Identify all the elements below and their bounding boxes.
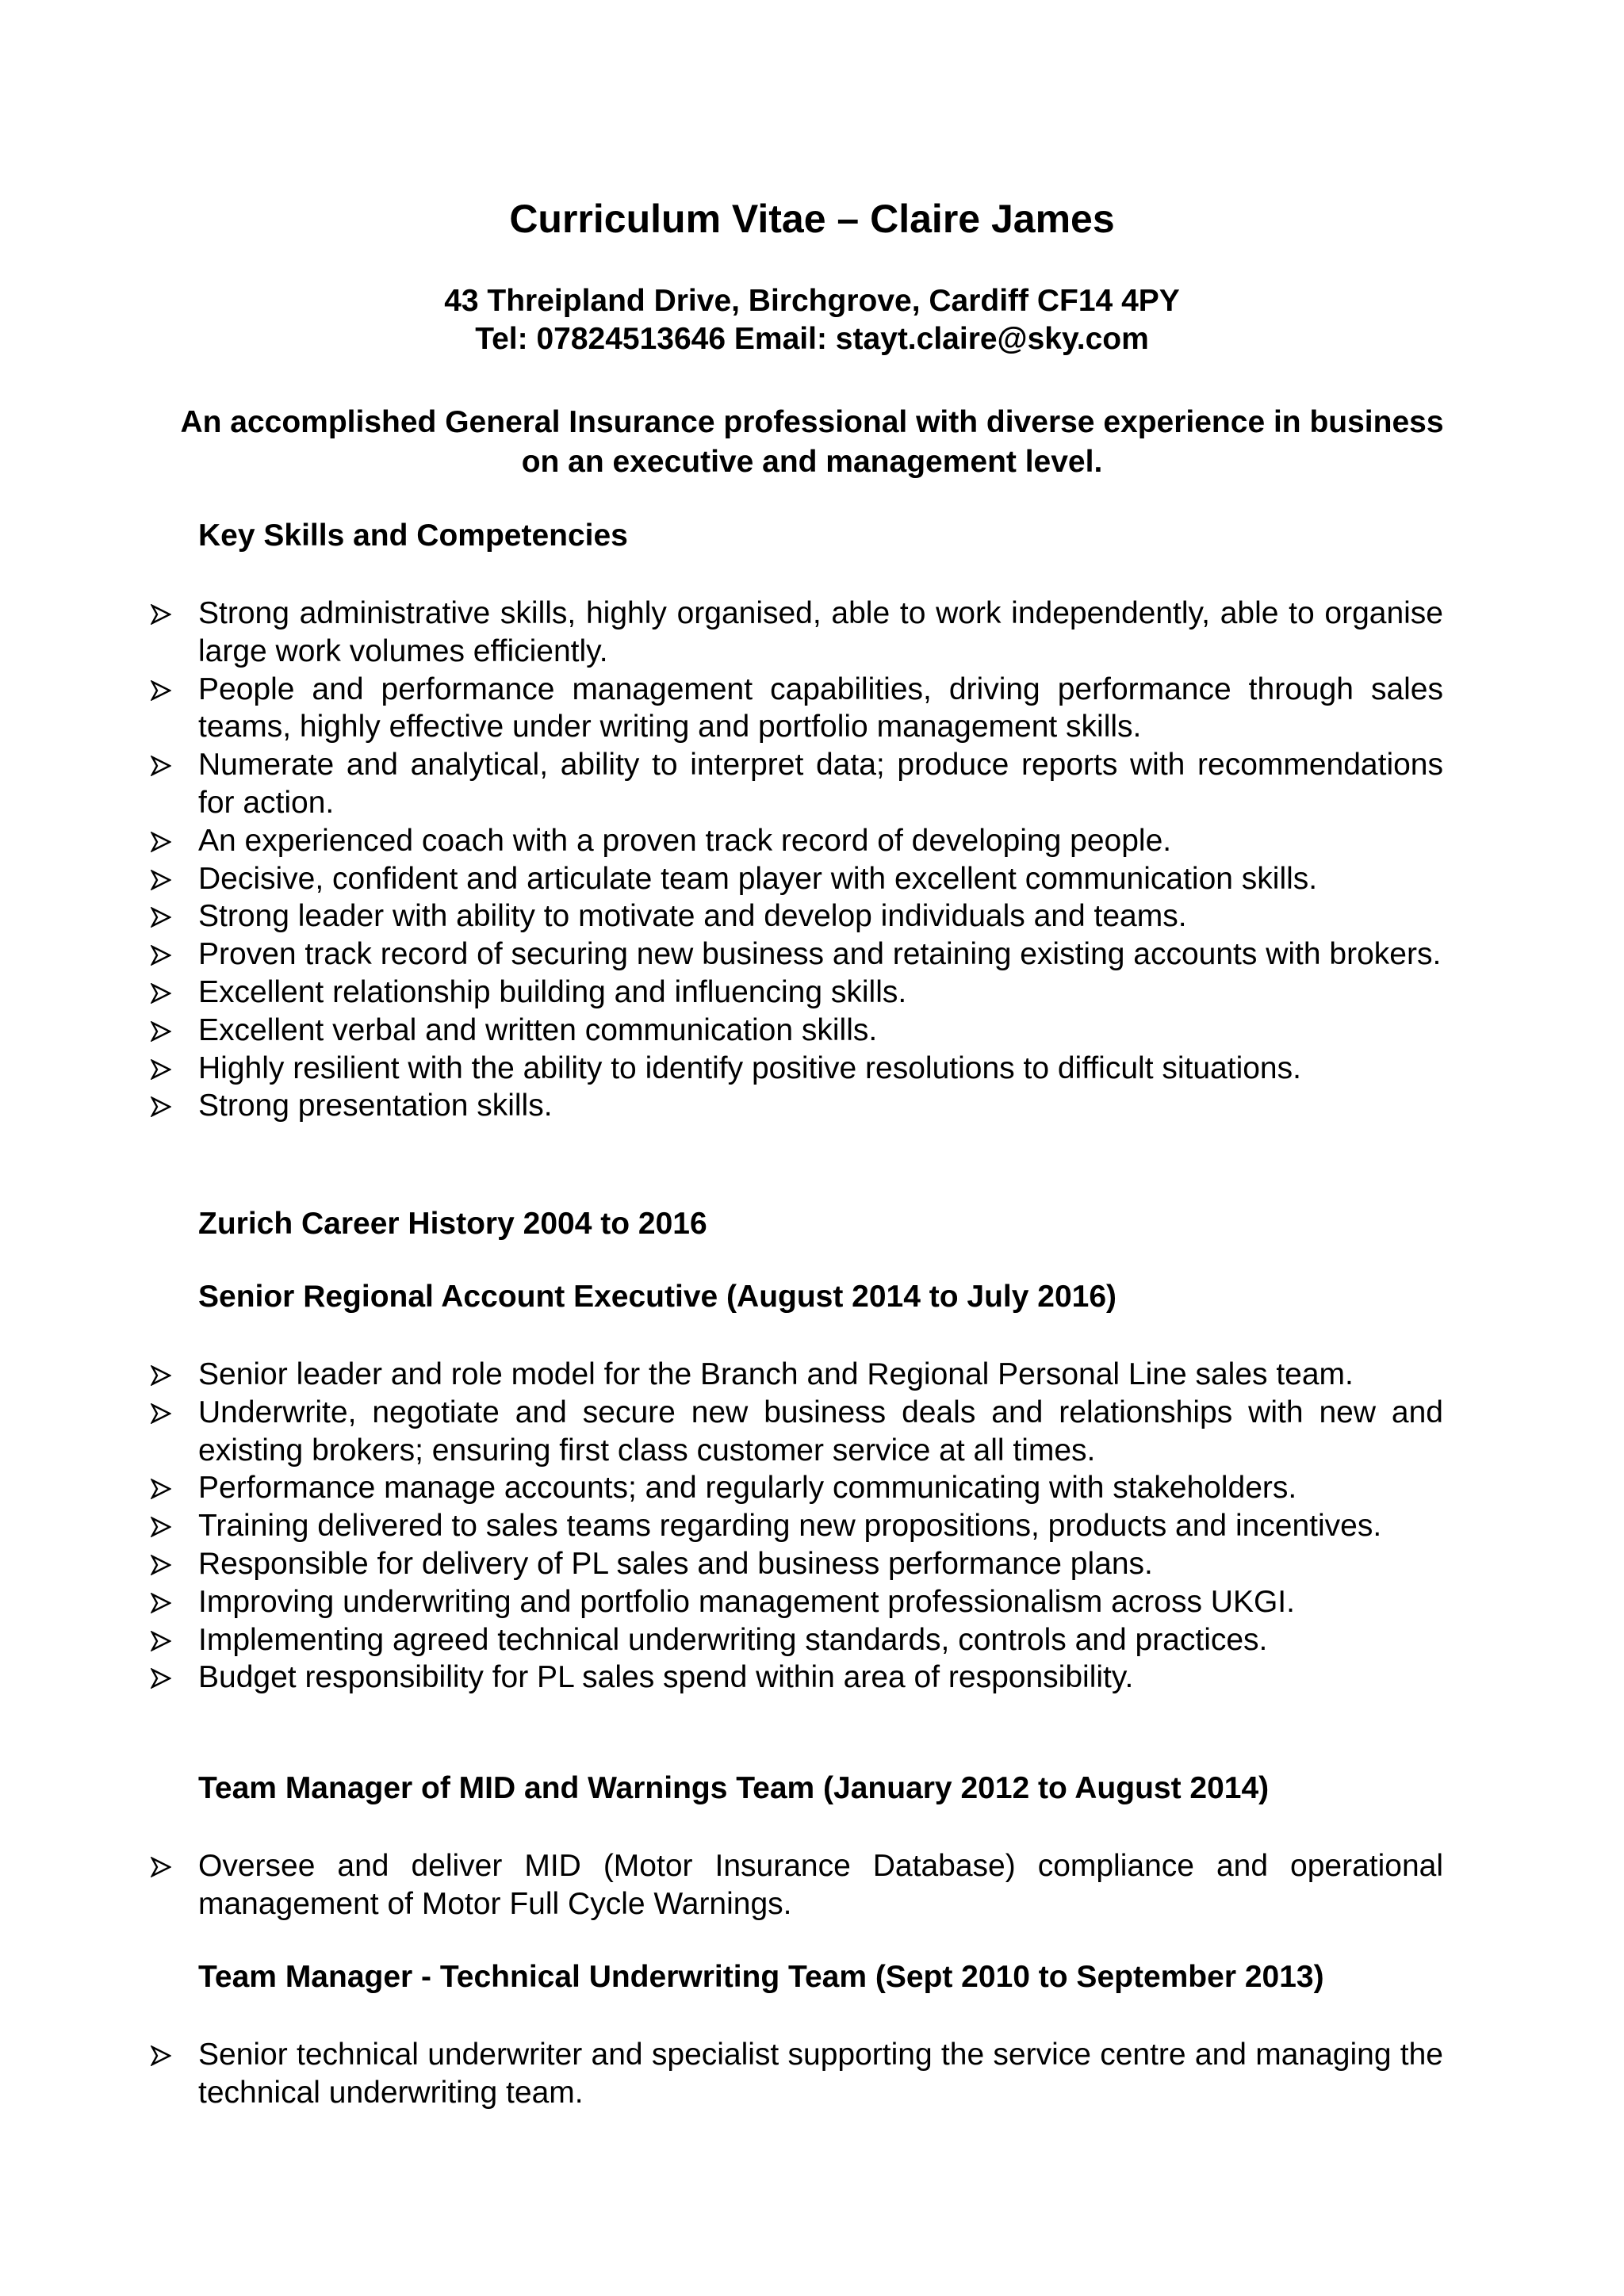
arrow-bullet-icon — [151, 983, 171, 1004]
duty-item: Senior technical underwriter and specialist supporting the service centre and managing the technical underwriting team. — [151, 2036, 1443, 2112]
arrow-bullet-icon — [151, 870, 171, 890]
arrow-bullet-icon — [151, 604, 171, 625]
role-duties-list — [151, 1356, 1443, 1697]
duty-item: Senior leader and role model for the Branch and Regional Personal Line sales team. — [151, 1356, 1443, 1394]
cv-title: Curriculum Vitae – Claire James — [509, 197, 1115, 241]
role-title: Senior Regional Account Executive (August 2014 to July 2016) — [198, 1280, 1117, 1314]
skills-list-item: Proven track record of securing new business and retaining existing accounts with brokers. — [151, 936, 1443, 974]
arrow-bullet-icon — [151, 832, 171, 852]
skills-list-item: Strong presentation skills. — [151, 1087, 1443, 1125]
arrow-bullet-icon — [151, 1021, 171, 1042]
arrow-bullet-icon — [151, 1517, 171, 1537]
duty-item: Implementing agreed technical underwriting standards, controls and practices. — [151, 1621, 1443, 1659]
skills-list-item: Strong leader with ability to motivate and develop individuals and teams. — [151, 897, 1443, 936]
duty-item: Improving underwriting and portfolio management professionalism across UKGI. — [151, 1583, 1443, 1621]
role-title: Team Manager of MID and Warnings Team (January 2012 to August 2014) — [198, 1771, 1270, 1805]
skills-list-item: Numerate and analytical, ability to interpret data; produce reports with recommendations for action. — [151, 746, 1443, 822]
duty-item: Performance manage accounts; and regularly communicating with stakeholders. — [151, 1469, 1443, 1507]
arrow-bullet-icon — [151, 1631, 171, 1651]
skills-list-item: People and performance management capabilities, driving performance through sales teams, highly effective under writing and portfolio management skills. — [151, 671, 1443, 747]
arrow-bullet-icon — [151, 1403, 171, 1424]
skills-list-item: Excellent relationship building and influencing skills. — [151, 974, 1443, 1012]
arrow-bullet-icon — [151, 1365, 171, 1386]
duty-item: Oversee and deliver MID (Motor Insurance Database) compliance and operational management of Motor Full Cycle Warnings. — [151, 1847, 1443, 1923]
arrow-bullet-icon — [151, 1668, 171, 1689]
skills-list-item: Excellent verbal and written communication skills. — [151, 1012, 1443, 1050]
duty-item: Training delivered to sales teams regarding new propositions, products and incentives. — [151, 1507, 1443, 1545]
arrow-bullet-icon — [151, 680, 171, 701]
arrow-bullet-icon — [151, 2045, 171, 2066]
duty-item: Responsible for delivery of PL sales and business performance plans. — [151, 1545, 1443, 1583]
profile-summary: An accomplished General Insurance professional with diverse experience in business on an executive and management level. — [180, 405, 1444, 479]
arrow-bullet-icon — [151, 1857, 171, 1877]
arrow-bullet-icon — [151, 1479, 171, 1499]
skills-heading: Key Skills and Competencies — [198, 519, 628, 553]
duty-item: Underwrite, negotiate and secure new business deals and relationships with new and existing brokers; ensuring first class customer service at all times. — [151, 1394, 1443, 1470]
arrow-bullet-icon — [151, 756, 171, 776]
arrow-bullet-icon — [151, 1059, 171, 1080]
skills-list-item: An experienced coach with a proven track record of developing people. — [151, 822, 1443, 860]
career-heading: Zurich Career History 2004 to 2016 — [198, 1207, 707, 1241]
duty-item: Budget responsibility for PL sales spend within area of responsibility. — [151, 1659, 1443, 1697]
arrow-bullet-icon — [151, 1096, 171, 1117]
address-line: 43 Threipland Drive, Birchgrove, Cardiff CF14 4PY — [444, 284, 1180, 318]
role-duties-list — [151, 1847, 1443, 1923]
skills-list-item: Decisive, confident and articulate team player with excellent communication skills. — [151, 860, 1443, 898]
arrow-bullet-icon — [151, 945, 171, 966]
contact-block — [0, 282, 1624, 358]
skills-list — [151, 595, 1443, 1125]
role-title: Team Manager - Technical Underwriting Team (Sept 2010 to September 2013) — [198, 1960, 1324, 1994]
arrow-bullet-icon — [151, 1593, 171, 1613]
role-duties-list — [151, 2036, 1443, 2112]
arrow-bullet-icon — [151, 907, 171, 928]
contact-line: Tel: 07824513646 Email: stayt.claire@sky.com — [475, 322, 1149, 356]
skills-list-item: Strong administrative skills, highly organised, able to work independently, able to organise large work volumes efficiently. — [151, 595, 1443, 671]
skills-list-item: Highly resilient with the ability to identify positive resolutions to difficult situations. — [151, 1050, 1443, 1088]
arrow-bullet-icon — [151, 1555, 171, 1575]
